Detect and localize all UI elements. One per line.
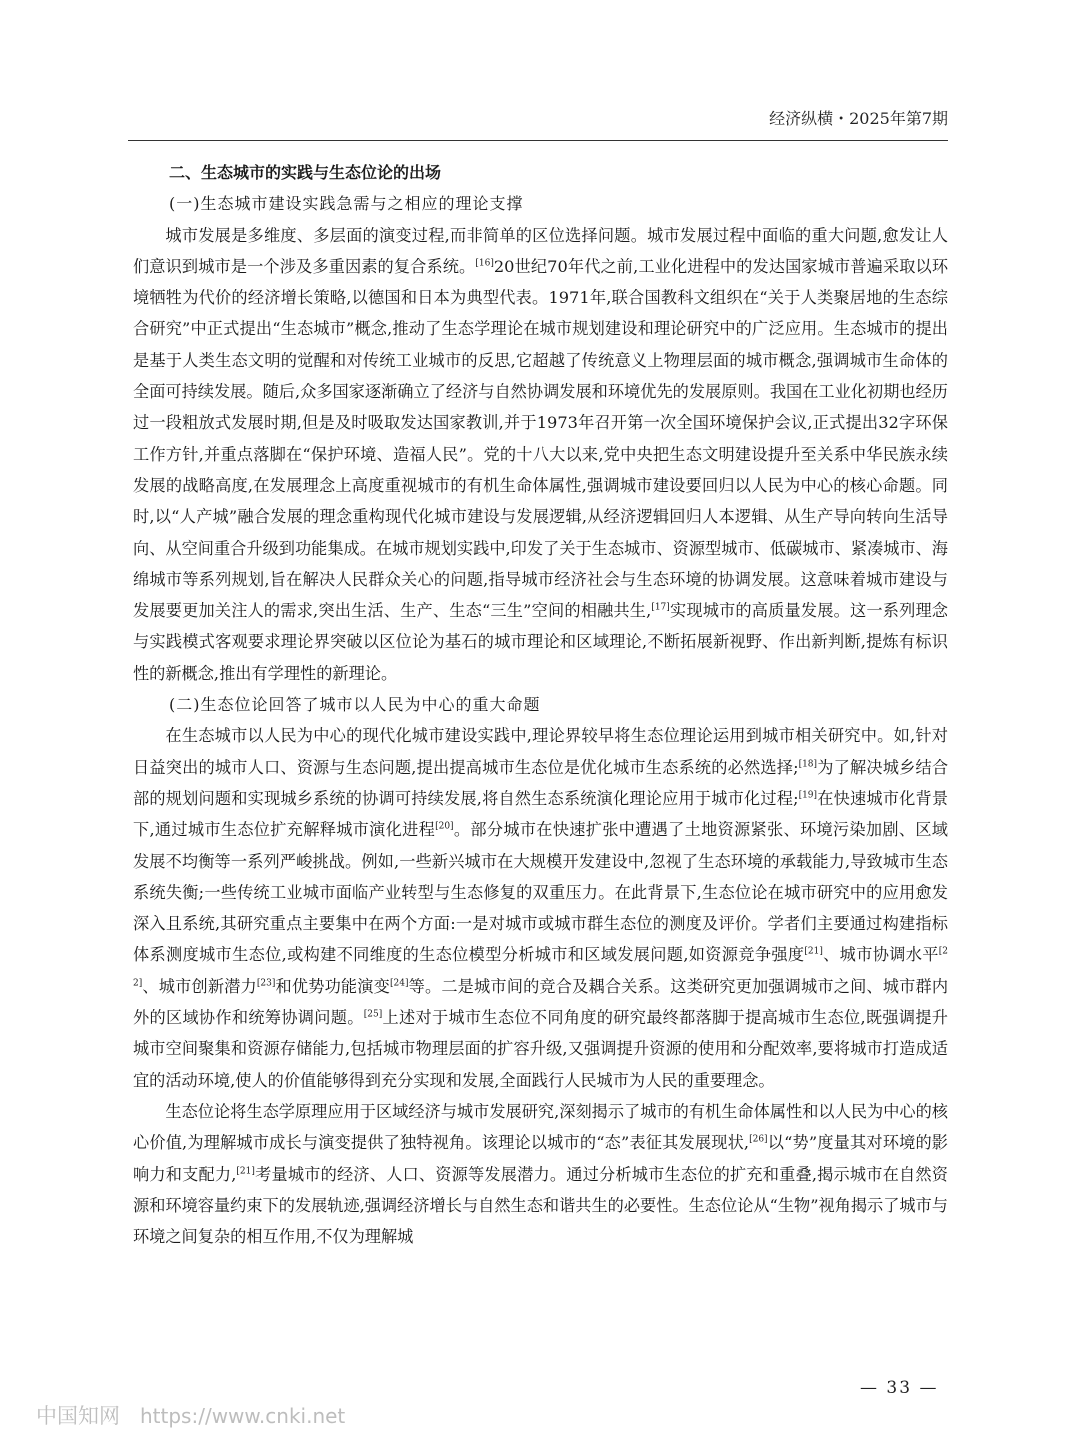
text-run: 城市发展是多维度、多层面的演变过程,而非简单的区位选择问题。城市发展过程中面临的重大问题,愈发让人们意识到城市是一个涉及多重因素的复合系统。 (133, 225, 948, 276)
citation-marker: [25] (363, 1009, 383, 1020)
citation-marker: [21] (236, 1166, 255, 1177)
citation-marker: [16] (475, 258, 494, 269)
text-run: 在快速城市化背景下,通过城市生态位扩充解释城市演化进程 (133, 788, 949, 840)
citation-marker: [24] (389, 978, 409, 989)
subsection-heading-1: (一)生态城市建设实践急需与之相应的理论支撑 (169, 194, 524, 214)
text-run: 和优势功能演变 (275, 976, 390, 996)
text-run: 在生态城市以人民为中心的现代化城市建设实践中,理论界较早将生态位理论运用到城市相关研究中。如,针对日益突出的城市人口、资源与生态问题,提出提高城市生态位是优化城市生态系统的必然选择; (133, 726, 948, 777)
citation-marker: [20] (435, 821, 454, 832)
text-run: 、城市协调水平 (822, 945, 939, 965)
citation-marker: [17] (651, 602, 670, 613)
citation-marker: [19] (798, 790, 818, 801)
page-number: — 33 — (860, 1378, 939, 1398)
watermark-url: https://www.cnki.net (140, 1404, 346, 1428)
paragraph-2 (133, 720, 948, 1096)
citation-marker: [18] (798, 759, 818, 770)
text-run: 等。二是城市间的竞合及耦合关系。这类研究更加强调城市之间、城市群内外的区域协作和统筹协调问题。 (133, 976, 949, 1028)
watermark (36, 1400, 345, 1430)
citation-marker: [22] (133, 947, 948, 989)
watermark-brand: 中国知网 (36, 1404, 120, 1428)
citation-marker: [21] (804, 947, 823, 958)
citation-marker: [26] (749, 1134, 768, 1145)
text-run: 上述对于城市生态位不同角度的研究最终都落脚于提高城市生态位,既强调提升城市空间聚集和资源存储能力,包括城市物理层面的扩容升级,又强调提升资源的使用和分配效率,要将城市打造成适宜的活动环境,使人的价值能够得到充分实现和发展,全面践行人民城市为人民的重要理念。 (133, 1008, 948, 1090)
text-run: 以“势”度量其对环境的影响力和支配力, (133, 1133, 948, 1184)
text-run: 、城市创新潜力 (142, 976, 257, 996)
paragraph-1 (133, 220, 948, 689)
subsection-heading-2: (二)生态位论回答了城市以人民为中心的重大命题 (169, 695, 541, 715)
text-run: 20世纪70年代之前,工业化进程中的发达国家城市普遍采取以环境牺牲为代价的经济增长策略,以德国和日本为典型代表。1971年,联合国教科文组织在“关于人类聚居地的生态综合研究”中正式提出“生态城市”概念,推动了生态学理论在城市规划建设和理论研究中的广泛应用。生态城市的提出是基于人类生态文明的觉醒和对传统工业城市的反思,它超越了传统意义上物理层面的城市概念,强调城市生命体的全面可持续发展。随后,众多国家逐渐确立了经济与自然协调发展和环境优先的发展原则。我国在工业化初期也经历过一段粗放式发展时期,但是及时吸取发达国家教训,并于1973年召开第一次全国环境保护会议,正式提出32字环保工作方针,并重点落脚在“保护环境、造福人民”。党的十八大以来,党中央把生态文明建设提升至关系中华民族永续发展的战略高度,在发展理念上高度重视城市的有机生命体属性,强调城市建设要回归以人民为中心的核心命题。同时,以“人产城”融合发展的理念重构现代化城市建设与发展逻辑,从经济逻辑回归人本逻辑、从生产导向转向生活导向、从空间重合升级到功能集成。在城市规划实践中,印发了关于生态城市、资源型城市、低碳城市、紧凑城市、海绵城市等系列规划,旨在解决人民群众关心的问题,指导城市经济社会与生态环境的协调发展。这意味着城市建设与发展要更加关注人的需求,突出生活、生产、生态“三生”空间的相融共生, (133, 256, 949, 621)
text-run: 。部分城市在快速扩张中遭遇了土地资源紧张、环境污染加剧、区域发展不均衡等一系列严峻挑战。例如,一些新兴城市在大规模开发建设中,忽视了生态环境的承载能力,导致城市生态系统失衡;一些传统工业城市面临产业转型与生态修复的双重压力。在此背景下,生态位论在城市研究中的应用愈发深入且系统,其研究重点主要集中在两个方面:一是对城市或城市群生态位的测度及评价。学者们主要通过构建指标体系测度城市生态位,或构建不同维度的生态位模型分析城市和区域发展问题,如资源竞争强度 (133, 820, 948, 965)
citation-marker: [23] (256, 978, 276, 989)
paragraph-3 (133, 1096, 948, 1252)
text-run: 考量城市的经济、人口、资源等发展潜力。通过分析城市生态位的扩充和重叠,揭示城市在自然资源和环境容量约束下的发展轨迹,强调经济增长与自然生态和谐共生的必要性。生态位论从“生物”视角揭示了城市与环境之间复杂的相互作用,不仅为理解城 (133, 1164, 948, 1247)
article-body (133, 157, 948, 1252)
running-header: 经济纵横・2025年第7期 (769, 109, 948, 128)
section-heading: 二、生态城市的实践与生态位论的出场 (169, 163, 442, 182)
header-rule (128, 140, 948, 141)
text-run: 生态位论将生态学原理应用于区域经济与城市发展研究,深刻揭示了城市的有机生命体属性和以人民为中心的核心价值,为理解城市成长与演变提供了独特视角。该理论以城市的“态”表征其发展现状, (133, 1101, 948, 1153)
text-run: 为了解决城乡结合部的规划问题和实现城乡系统的协调可持续发展,将自然生态系统演化理论应用于城市化过程; (133, 757, 949, 808)
text-run: 实现城市的高质量发展。这一系列理念与实践模式客观要求理论界突破以区位论为基石的城市理论和区域理论,不断拓展新视野、作出新判断,提炼有标识性的新概念,推出有学理性的新理论。 (133, 601, 948, 683)
